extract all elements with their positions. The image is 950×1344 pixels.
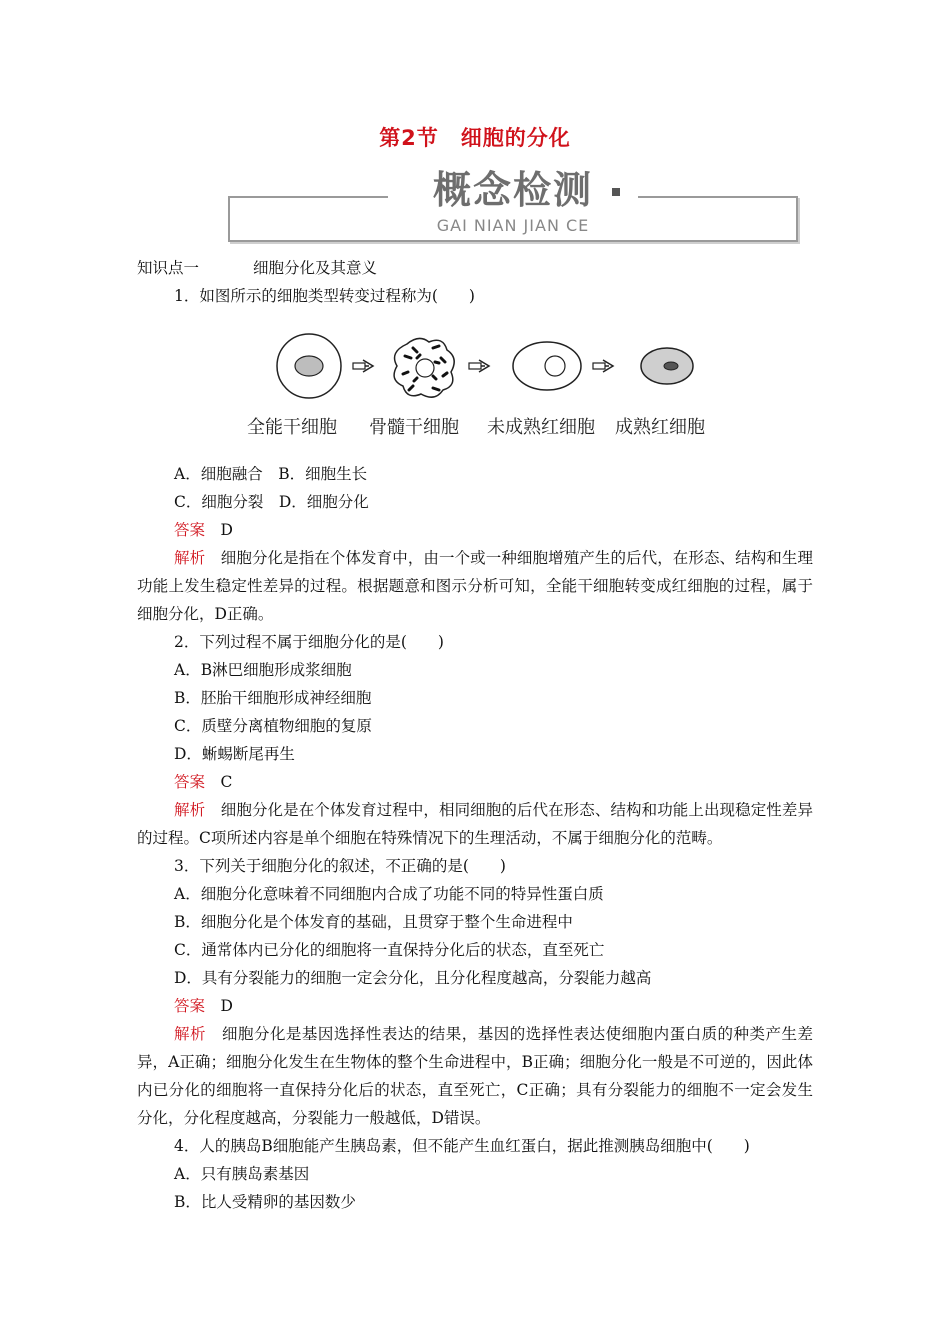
immature-red-cell-icon: [513, 342, 581, 390]
q3-stem: 3．下列关于细胞分化的叙述，不正确的是( ): [174, 857, 506, 875]
bone-marrow-stem-cell-icon: [394, 338, 454, 397]
q2-answer: [137, 768, 813, 796]
answer-value: D: [220, 521, 233, 539]
q1-option-line: C．细胞分裂 D．细胞分化: [174, 493, 369, 511]
analysis-text: 细胞分化是指在个体发育中，由一个或一种细胞增殖产生的后代，在形态、结构和生理功能上发生稳定性差异的过程。根据题意和图示分析可知，全能干细胞转变成红细胞的过程，属于细胞分化，D正确。: [137, 549, 813, 623]
answer-label: 答案: [174, 773, 206, 791]
q4-option: B．比人受精卵的基因数少: [174, 1193, 356, 1211]
cell-diagram: [257, 314, 737, 414]
q1-option-line: A．细胞融合 B．细胞生长: [174, 465, 368, 483]
analysis-label: 解析: [174, 1025, 206, 1043]
q1-stem: 1．如图所示的细胞类型转变过程称为( ): [174, 287, 475, 305]
answer-value: D: [220, 997, 233, 1015]
q3-option: A．细胞分化意味着不同细胞内合成了功能不同的特异性蛋白质: [174, 885, 604, 903]
arrow-icon: [593, 360, 613, 372]
knowledge-point-label: 知识点一: [137, 259, 200, 277]
arrow-icon: [469, 360, 489, 372]
q2-analysis: [137, 796, 813, 852]
analysis-label: 解析: [174, 549, 206, 567]
figure-label-totipotent: 全能干细胞: [247, 417, 337, 438]
q2-option: D．蜥蜴断尾再生: [174, 745, 295, 763]
mature-red-cell-icon: [641, 348, 693, 384]
figure-label-bone-marrow: 骨髓干细胞: [369, 417, 459, 438]
q1-analysis: [137, 544, 813, 628]
figure-label-immature-red: 未成熟红细胞: [487, 417, 595, 438]
q3-analysis: [137, 1020, 813, 1132]
analysis-text: 细胞分化是基因选择性表达的结果，基因的选择性表达使细胞内蛋白质的种类产生差异，A正确；细胞分化发生在生物体的整个生命进程中，B正确；细胞分化一般是不可逆的，因此体内已分化的细胞将一直保持分化后的状态，直至死亡，C正确；具有分裂能力的细胞不一定会发生分化，分化程度越高，分裂能力一般越低，D错误。: [137, 1025, 813, 1127]
banner-pinyin: GAI NIAN JIAN CE: [436, 216, 590, 235]
knowledge-point-text: 细胞分化及其意义: [253, 259, 378, 277]
analysis-label: 解析: [174, 801, 206, 819]
q3-option: B．细胞分化是个体发育的基础，且贯穿于整个生命进程中: [174, 913, 573, 931]
q1-answer: [137, 516, 813, 544]
q2-option: C．质壁分离植物细胞的复原: [174, 717, 372, 735]
q2-stem: 2．下列过程不属于细胞分化的是( ): [174, 633, 444, 651]
answer-label: 答案: [174, 997, 206, 1015]
banner-right-square: [612, 188, 620, 196]
q4-stem: 4．人的胰岛B细胞能产生胰岛素，但不能产生血红蛋白，据此推测胰岛细胞中( ): [174, 1137, 750, 1155]
answer-label: 答案: [174, 521, 206, 539]
q3-answer: [137, 992, 813, 1020]
q2-option: A．B淋巴细胞形成浆细胞: [174, 661, 352, 679]
answer-value: C: [220, 773, 233, 791]
knowledge-point: [137, 254, 813, 282]
q3-option: D．具有分裂能力的细胞一定会分化，且分化程度越高，分裂能力越高: [174, 969, 652, 987]
page-title: 第2节 细胞的分化: [379, 126, 571, 150]
q3-option: C．通常体内已分化的细胞将一直保持分化后的状态，直至死亡: [174, 941, 605, 959]
arrow-icon: [353, 360, 373, 372]
q4-option: A．只有胰岛素基因: [174, 1165, 310, 1183]
document-body: [137, 254, 813, 1216]
banner-headline: 概念检测: [388, 166, 638, 214]
analysis-text: 细胞分化是在个体发育过程中，相同细胞的后代在形态、结构和功能上出现稳定性差异的过程。C项所述内容是单个细胞在特殊情况下的生理活动，不属于细胞分化的范畴。: [137, 801, 813, 847]
q2-option: B．胚胎干细胞形成神经细胞: [174, 689, 372, 707]
totipotent-stem-cell-icon: [277, 334, 341, 398]
cell-differentiation-figure: [247, 314, 737, 454]
figure-label-mature-red: 成熟红细胞: [615, 417, 705, 438]
section-banner: [228, 166, 798, 244]
